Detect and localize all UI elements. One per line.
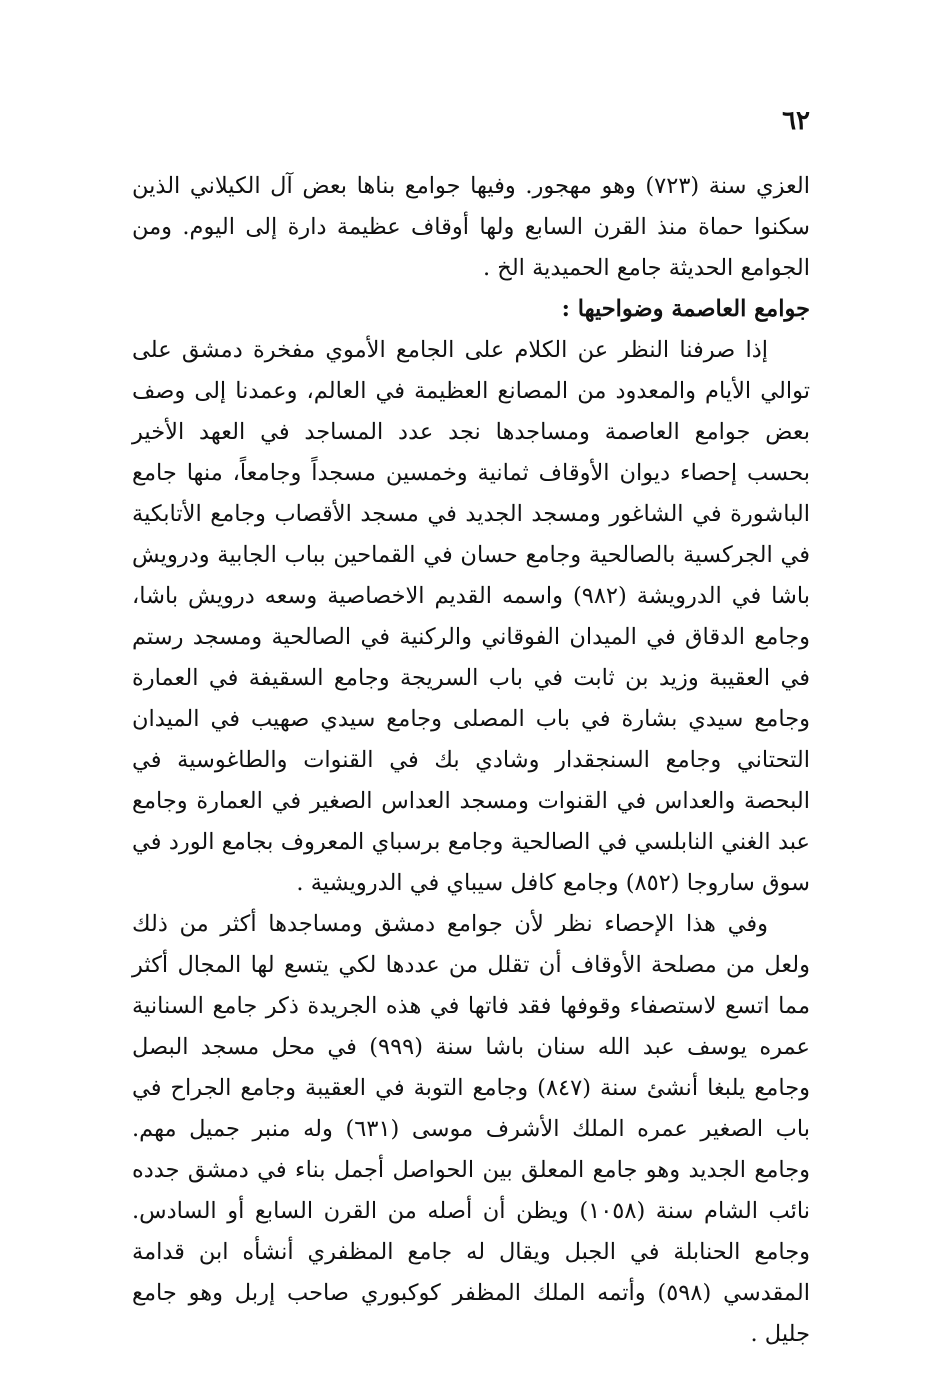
page-body <box>132 166 810 1355</box>
intro-paragraph: العزي سنة (٧٢٣) وهو مهجور. وفيها جوامع بناها بعض آل الكيلاني الذين سكنوا حماة منذ القرن السابع ولها أوقاف عظيمة دارة إلى اليوم. ومن الجوامع الحديثة جامع الحميدية الخ . <box>132 173 811 281</box>
page-number: ٦٢ <box>782 106 810 136</box>
body-paragraph: وفي هذا الإحصاء نظر لأن جوامع دمشق ومساجدها أكثر من ذلك ولعل من مصلحة الأوقاف أن تقلل من عددها لكي يتسع لها المجال أكثر مما اتسع لاستصفاء وقوفها فقد فاتها في هذه الجريدة ذكر جامع السنانية عمره يوسف عبد الله سنان باشا سنة (٩٩٩) في محل مسجد البصل وجامع يلبغا أنشئ سنة (٨٤٧) وجامع التوبة في العقيبة وجامع الجراح في باب الصغير عمره الملك الأشرف موسى (٦٣١) وله منبر جميل مهم. وجامع الجديد وهو جامع المعلق بين الحواصل أجمل بناء في دمشق جدده نائب الشام سنة (١٠٥٨) ويظن أن أصله من القرن السابع أو السادس. وجامع الحنابلة في الجبل ويقال له جامع المظفري أنشأه ابن قدامة المقدسي (٥٩٨) وأتمه الملك المظفر كوكبوري صاحب إربل وهو جامع جليل . <box>132 911 811 1347</box>
section-heading: جوامع العاصمة وضواحيها : <box>561 296 810 322</box>
body-paragraph: إذا صرفنا النظر عن الكلام على الجامع الأموي مفخرة دمشق على توالي الأيام والمعدود من المصانع العظيمة في العالم، وعمدنا إلى وصف بعض جوامع العاصمة ومساجدها نجد عدد المساجد في العهد الأخير بحسب إحصاء ديوان الأوقاف ثمانية وخمسين مسجداً وجامعاً، منها جامع الباشورة في الشاغور ومسجد الجديد في مسجد الأقصاب وجامع الأتابكية في الجركسية بالصالحية وجامع حسان في القماحين بباب الجابية ودرويش باشا في الدرويشة (٩٨٢) واسمه القديم الاخصاصية وسعه درويش باشا، وجامع الدقاق في الميدان الفوقاني والركنية في الصالحية ومسجد رستم في العقيبة وزيد بن ثابت في باب السريجة وجامع السقيفة في العمارة وجامع سيدي بشارة في باب المصلى وجامع سيدي صهيب في الميدان التحتاني وجامع السنجقدار وشادي بك في القنوات والطاغوسية في البحصة والعداس في القنوات ومسجد العداس الصغير في العمارة وجامع عبد الغني النابلسي في الصالحية وجامع برسباي المعروف بجامع الورد في سوق ساروجا (٨٥٢) وجامع كافل سيباي في الدرويشية . <box>132 337 810 896</box>
